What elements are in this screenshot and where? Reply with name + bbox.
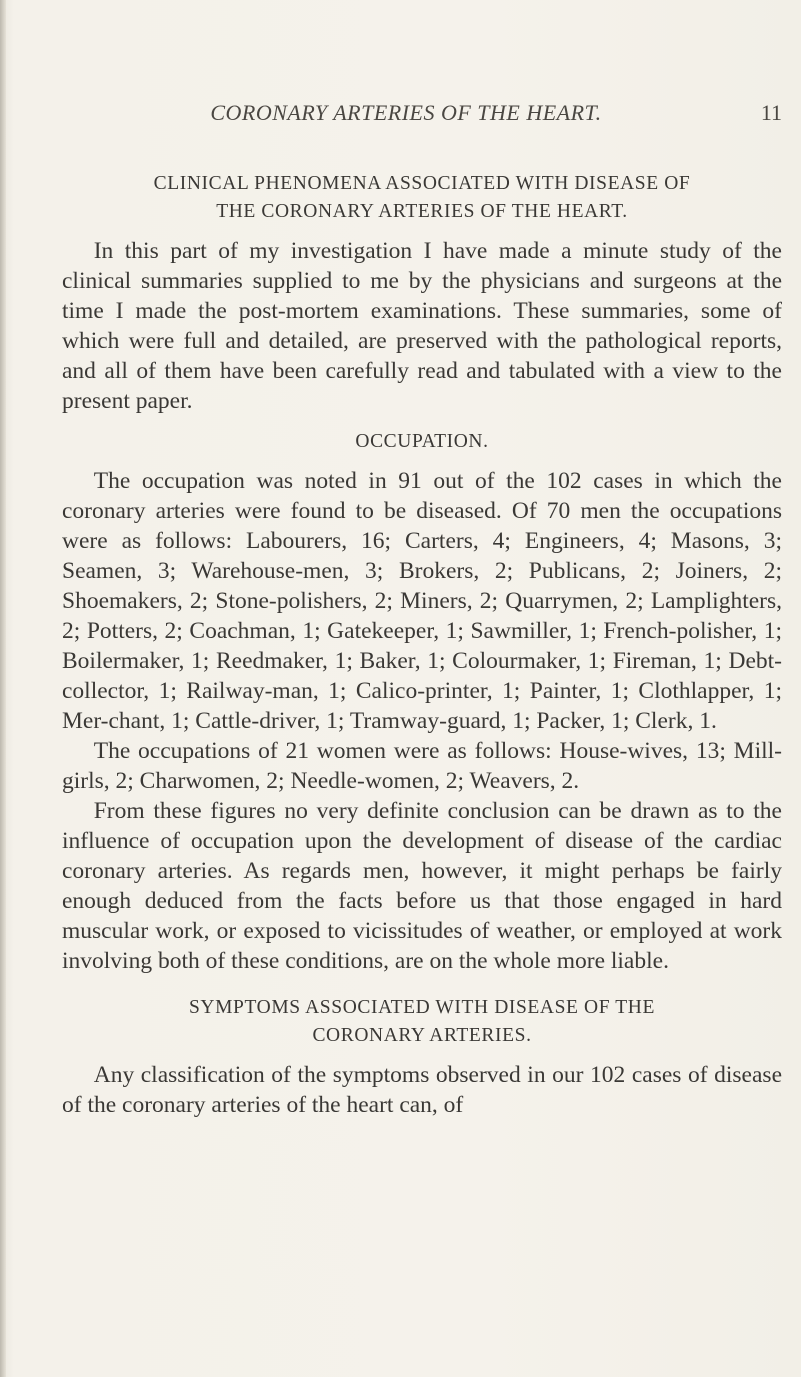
section-heading-occupation: OCCUPATION. [355, 431, 489, 452]
page-edge-shadow [0, 0, 6, 1377]
occupation-conclusion-paragraph: From these figures no very definite conclusion can be drawn as to the influence of occupation upon the development of disease of the cardiac coronary arteries. As regards men, however, it might perhaps be fairly enough deduced from the facts before us that those engaged in hard muscular work, or exposed to vicissitudes of weather, or employed at work involving both of these conditions, are on the whole more liable. [62, 798, 782, 974]
occupation-men-paragraph: The occupation was noted in 91 out of the 102 cases in which the coronary arteries were found to be diseased. Of 70 men the occupations were as follows: Labourers, 16; Carters, 4; Engineers, 4; Masons, 3; Seamen, 3; Warehouse-men, 3; Brokers, 2; Publicans, 2; Joiners, 2; Shoemakers, 2; Stone-polishers, 2; Miners, 2; Quarrymen, 2; Lamplighters, 2; Potters, 2; Coachman, 1; Gatekeeper, 1; Sawmiller, 1; French-polisher, 1; Boilermaker, 1; Reedmaker, 1; Baker, 1; Colourmaker, 1; Fireman, 1; Debt-collector, 1; Railway-man, 1; Calico-printer, 1; Painter, 1; Clothlapper, 1; Mer-chant, 1; Cattle-driver, 1; Tramway-guard, 1; Packer, 1; Clerk, 1. [62, 468, 782, 734]
page-number: 11 [760, 100, 782, 125]
intro-paragraph: In this part of my investigation I have made a minute study of the clinical summaries supplied to me by the physicians and surgeons at the time I made the post-mortem examinations. These summaries, some of which were full and detailed, are preserved with the pathological reports, and all of them have been carefully read and tabulated with a view to the present paper. [62, 238, 782, 414]
heading-line: CORONARY ARTERIES. [312, 1025, 532, 1046]
section-heading-symptoms [62, 994, 782, 1050]
occupation-women-paragraph: The occupations of 21 women were as follows: House-wives, 13; Mill-girls, 2; Charwomen, 2; Needle-women, 2; Weavers, 2. [62, 738, 782, 794]
heading-line: SYMPTOMS ASSOCIATED WITH DISEASE OF THE [188, 997, 655, 1018]
page-header [130, 100, 782, 132]
heading-line: THE CORONARY ARTERIES OF THE HEART. [216, 201, 628, 222]
heading-line: CLINICAL PHENOMENA ASSOCIATED WITH DISEASE OF [153, 173, 691, 194]
symptoms-paragraph: Any classification of the symptoms observed in our 102 cases of disease of the coronary arteries of the heart can, of [62, 1062, 782, 1118]
running-title: CORONARY ARTERIES OF THE HEART. [210, 100, 602, 125]
section-heading-clinical-phenomena [62, 170, 782, 226]
page-body [62, 170, 782, 1120]
